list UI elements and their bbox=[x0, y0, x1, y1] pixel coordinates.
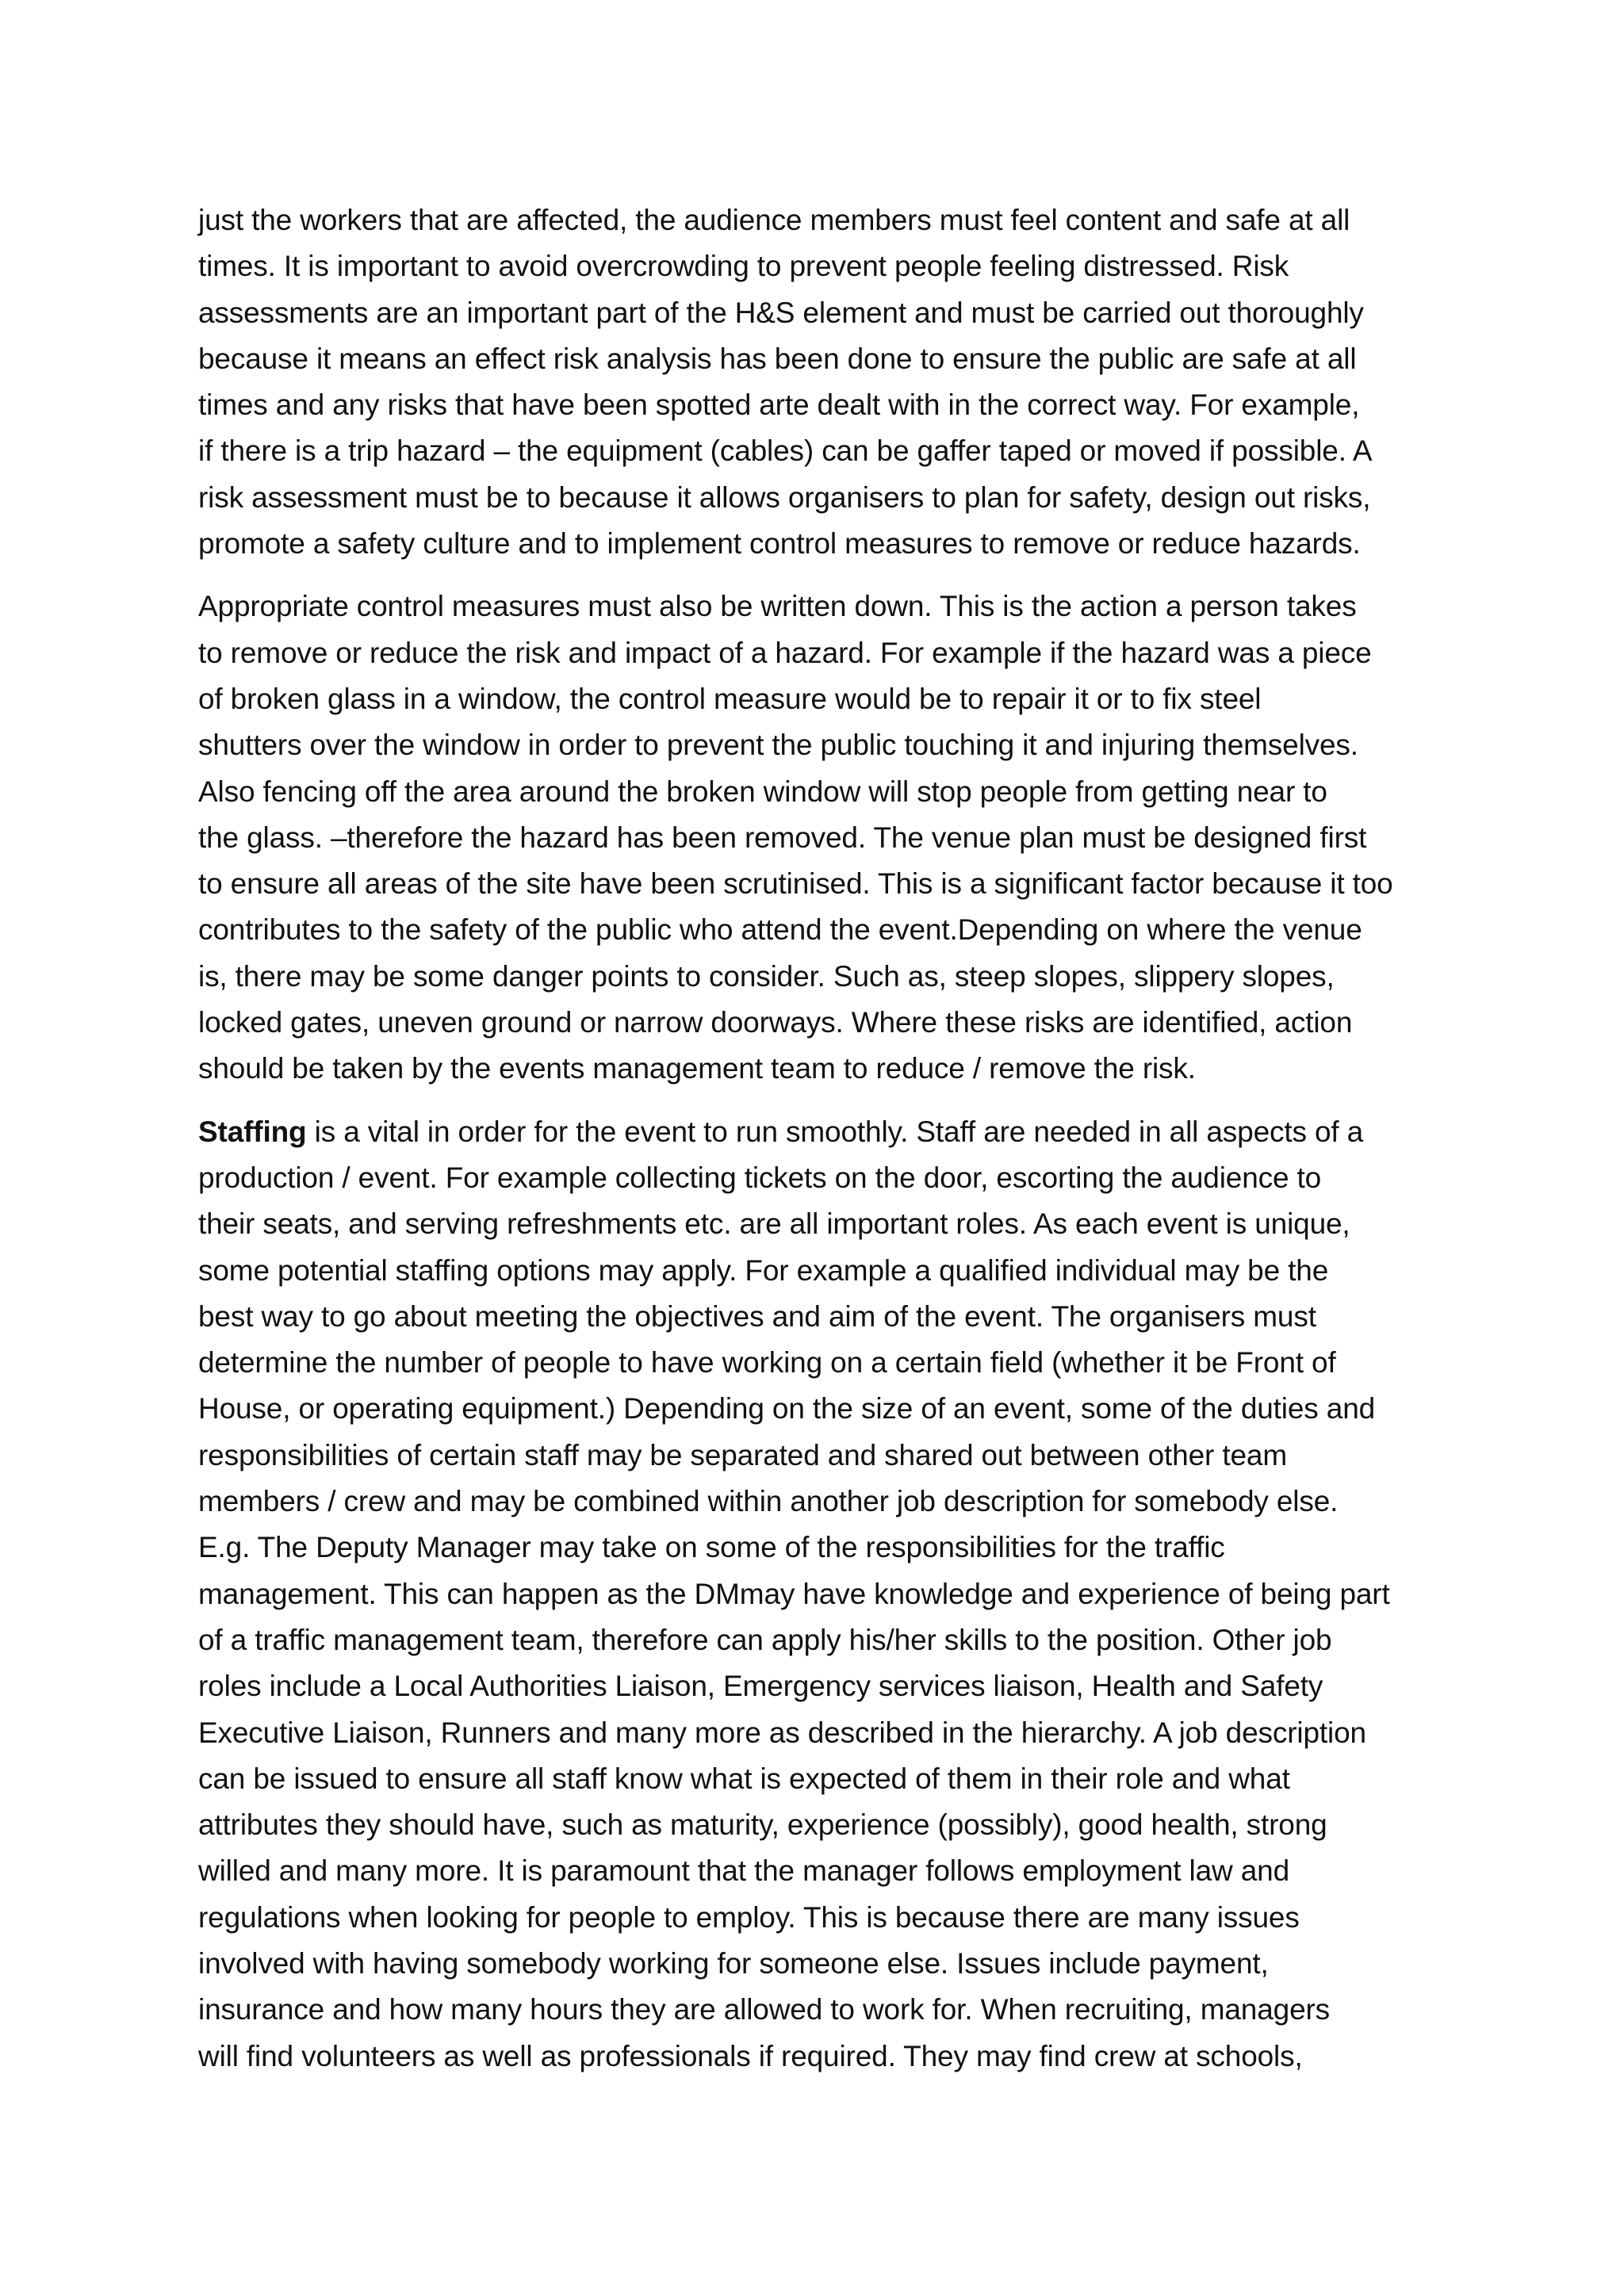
text-line: is a vital in order for the event to run smoothly. Staff are needed in all aspects of a bbox=[306, 1115, 1364, 1148]
text-line: Executive Liaison, Runners and many more as described in the hierarchy. A job description bbox=[198, 1716, 1366, 1749]
text-line: locked gates, uneven ground or narrow doorways. Where these risks are identified, action bbox=[198, 1006, 1353, 1039]
paragraph-control-measures bbox=[198, 584, 1435, 1092]
text-line: shutters over the window in order to prevent the public touching it and injuring themselves. bbox=[198, 729, 1358, 762]
text-line: management. This can happen as the DMmay have knowledge and experience of being part bbox=[198, 1577, 1390, 1610]
text-line: willed and many more. It is paramount that the manager follows employment law and bbox=[198, 1854, 1290, 1888]
text-line: Appropriate control measures must also be written down. This is the action a person takes bbox=[198, 590, 1357, 623]
text-line: times and any risks that have been spotted arte dealt with in the correct way. For example, bbox=[198, 388, 1360, 422]
text-line: involved with having somebody working for someone else. Issues include payment, bbox=[198, 1946, 1269, 1980]
text-line: responsibilities of certain staff may be separated and shared out between other team bbox=[198, 1438, 1287, 1471]
text-line: times. It is important to avoid overcrowding to prevent people feeling distressed. Risk bbox=[198, 250, 1289, 283]
text-line: the glass. –therefore the hazard has been removed. The venue plan must be designed first bbox=[198, 821, 1367, 854]
paragraph-staffing bbox=[198, 1109, 1435, 2080]
paragraph-health-and-safety bbox=[198, 197, 1435, 567]
text-line: insurance and how many hours they are allowed to work for. When recruiting, managers bbox=[198, 1993, 1331, 2026]
text-line: House, or operating equipment.) Depending on the size of an event, some of the duties and bbox=[198, 1392, 1376, 1425]
text-line: of a traffic management team, therefore can apply his/her skills to the position. Other job bbox=[198, 1623, 1332, 1656]
text-line: production / event. For example collecting tickets on the door, escorting the audience to bbox=[198, 1161, 1322, 1194]
text-line: best way to go about meeting the objectives and aim of the event. The organisers must bbox=[198, 1299, 1316, 1333]
text-line: assessments are an important part of the H&S element and must be carried out thoroughly bbox=[198, 296, 1364, 329]
text-line: members / crew and may be combined within another job description for somebody else. bbox=[198, 1485, 1339, 1518]
text-line: attributes they should have, such as maturity, experience (possibly), good health, strong bbox=[198, 1808, 1327, 1842]
text-line: because it means an effect risk analysis has been done to ensure the public are safe at all bbox=[198, 342, 1357, 375]
text-line: should be taken by the events management team to reduce / remove the risk. bbox=[198, 1052, 1196, 1085]
text-line: contributes to the safety of the public who attend the event.Depending on where the venue bbox=[198, 913, 1362, 947]
text-line: to remove or reduce the risk and impact of a hazard. For example if the hazard was a piece bbox=[198, 636, 1372, 669]
text-line: determine the number of people to have working on a certain field (whether it be Front of bbox=[198, 1346, 1336, 1380]
text-line: just the workers that are affected, the audience members must feel content and safe at all bbox=[198, 204, 1350, 236]
text-line: roles include a Local Authorities Liaison, Emergency services liaison, Health and Safety bbox=[198, 1670, 1323, 1703]
staffing-heading: Staffing bbox=[198, 1115, 307, 1148]
text-line: will find volunteers as well as professionals if required. They may find crew at schools, bbox=[198, 2039, 1303, 2072]
text-line: E.g. The Deputy Manager may take on some of the responsibilities for the traffic bbox=[198, 1531, 1225, 1564]
text-line: Also fencing off the area around the broken window will stop people from getting near to bbox=[198, 775, 1327, 808]
text-line: promote a safety culture and to implement control measures to remove or reduce hazards. bbox=[198, 527, 1361, 561]
text-line: regulations when looking for people to employ. This is because there are many issues bbox=[198, 1900, 1300, 1934]
text-line: their seats, and serving refreshments etc. are all important roles. As each event is unique, bbox=[198, 1207, 1350, 1241]
text-line: can be issued to ensure all staff know what is expected of them in their role and what bbox=[198, 1762, 1290, 1795]
text-line: of broken glass in a window, the control measure would be to repair it or to fix steel bbox=[198, 682, 1262, 715]
document-body bbox=[198, 197, 1435, 2080]
text-line: some potential staffing options may apply. For example a qualified individual may be the bbox=[198, 1253, 1329, 1287]
text-line: if there is a trip hazard – the equipment (cables) can be gaffer taped or moved if possible. A bbox=[198, 434, 1373, 468]
text-line: to ensure all areas of the site have been scrutinised. This is a significant factor because it too bbox=[198, 867, 1393, 901]
text-line: risk assessment must be to because it allows organisers to plan for safety, design out risks, bbox=[198, 480, 1371, 514]
text-line: is, there may be some danger points to consider. Such as, steep slopes, slippery slopes, bbox=[198, 959, 1335, 993]
